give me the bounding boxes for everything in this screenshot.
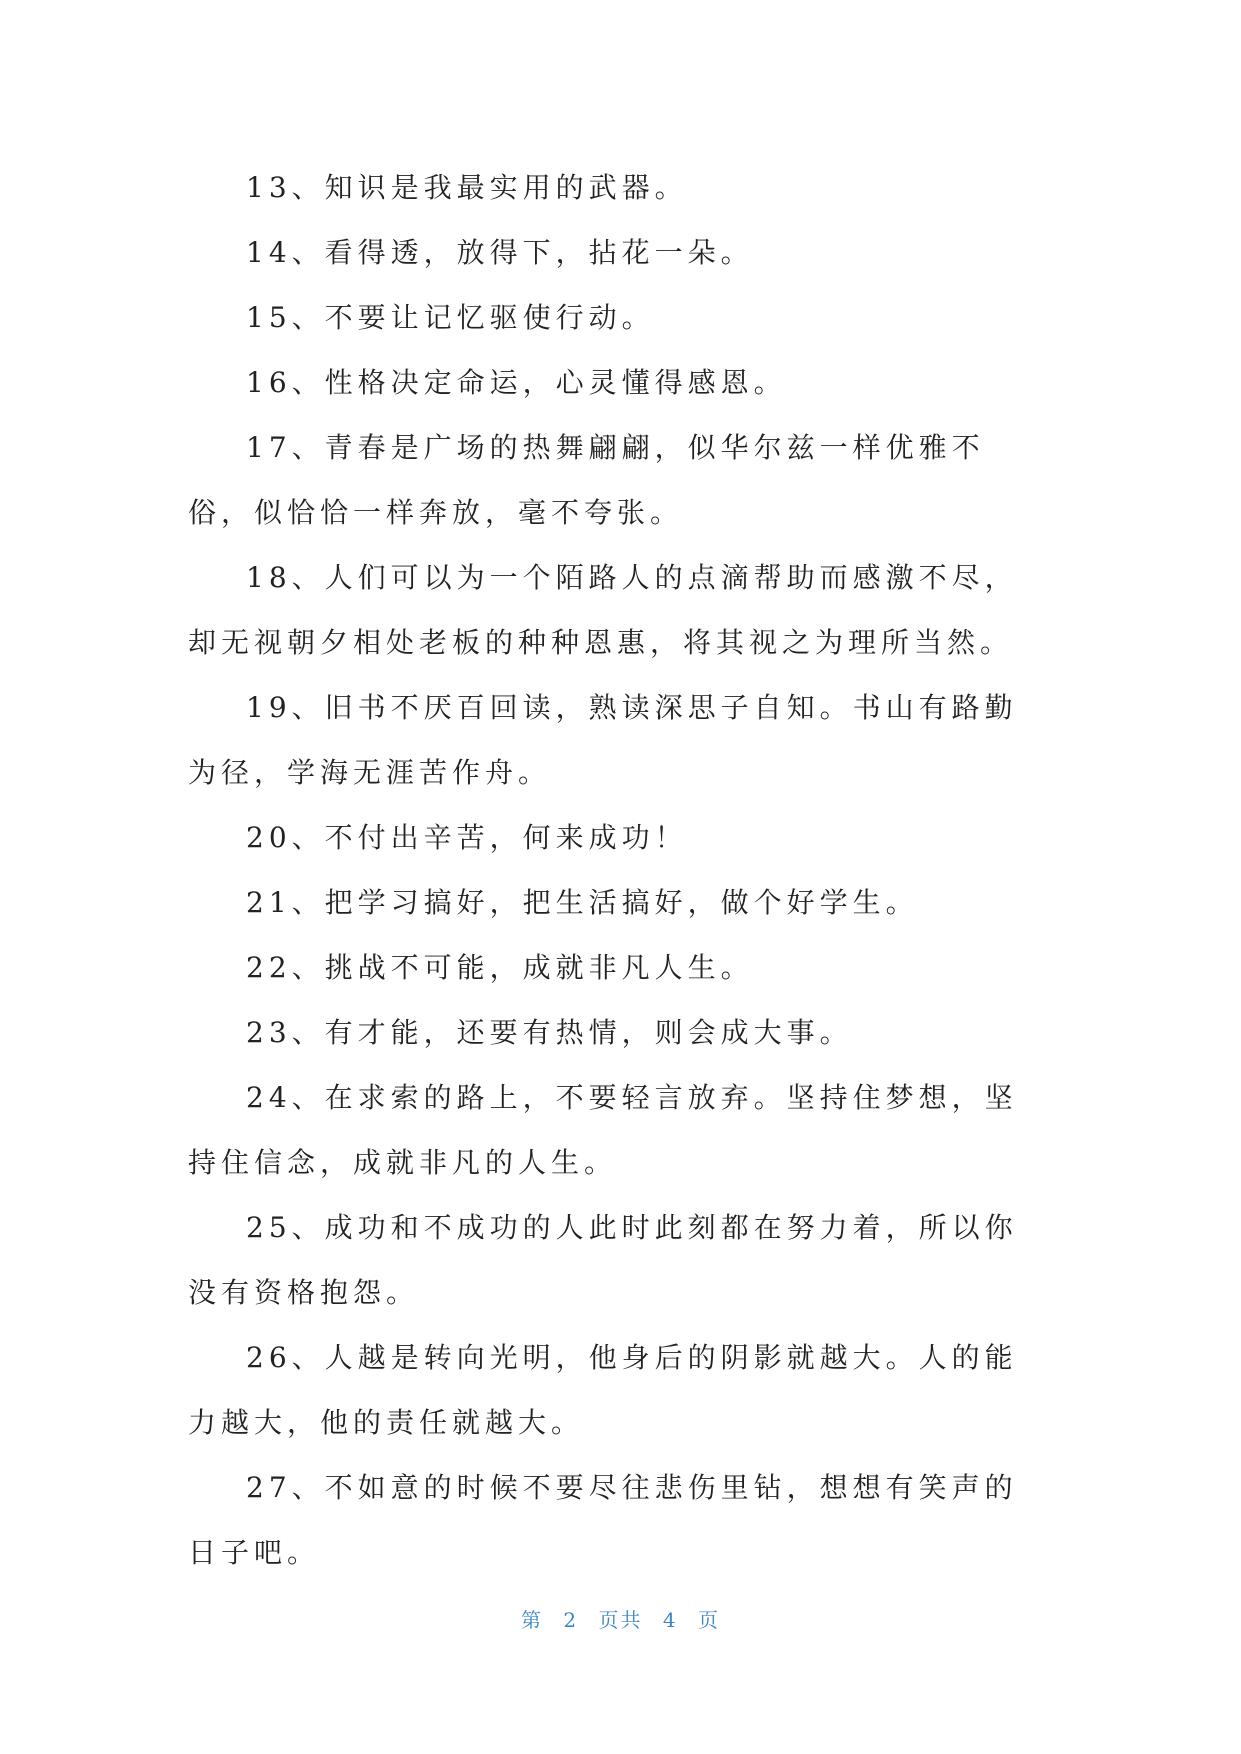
paragraph-19: 19、旧书不厌百回读，熟读深思子自知。书山有路勤为径，学海无涯苦作舟。 — [188, 691, 1018, 789]
paragraph-21: 21、把学习搞好，把生活搞好，做个好学生。 — [246, 886, 919, 919]
paragraph-27: 27、不如意的时候不要尽往悲伤里钻，想想有笑声的日子吧。 — [188, 1471, 1018, 1569]
paragraph-17: 17、青春是广场的热舞翩翩，似华尔兹一样优雅不俗，似恰恰一样奔放，毫不夸张。 — [188, 431, 985, 529]
paragraph-26: 26、人越是转向光明，他身后的阴影就越大。人的能力越大，他的责任就越大。 — [188, 1341, 1018, 1439]
paragraph-22: 22、挑战不可能，成就非凡人生。 — [246, 951, 754, 984]
paragraph-25: 25、成功和不成功的人此时此刻都在努力着，所以你没有资格抱怨。 — [188, 1211, 1018, 1309]
page-label-prefix: 第 — [521, 1608, 544, 1632]
paragraph-23: 23、有才能，还要有热情，则会成大事。 — [246, 1016, 853, 1049]
paragraph-15: 15、不要让记忆驱使行动。 — [246, 301, 655, 334]
paragraph-24: 24、在求索的路上，不要轻言放弃。坚持住梦想，坚持住信念，成就非凡的人生。 — [188, 1081, 1018, 1179]
paragraph-20: 20、不付出辛苦，何来成功！ — [246, 821, 688, 854]
paragraph-14: 14、看得透，放得下，拈花一朵。 — [246, 236, 754, 269]
document-body — [188, 155, 1038, 1585]
page-label-mid: 页共 — [598, 1608, 643, 1632]
paragraph-18: 18、人们可以为一个陌路人的点滴帮助而感激不尽，却无视朝夕相处老板的种种恩惠，将其视之为理所当然。 — [188, 561, 1018, 659]
paragraph-13: 13、知识是我最实用的武器。 — [246, 171, 688, 204]
current-page-number: 2 — [563, 1608, 579, 1632]
paragraph-16: 16、性格决定命运，心灵懂得感恩。 — [246, 366, 787, 399]
total-pages-number: 4 — [662, 1608, 678, 1632]
page-label-suffix: 页 — [697, 1608, 720, 1632]
page-footer — [0, 1604, 1241, 1633]
